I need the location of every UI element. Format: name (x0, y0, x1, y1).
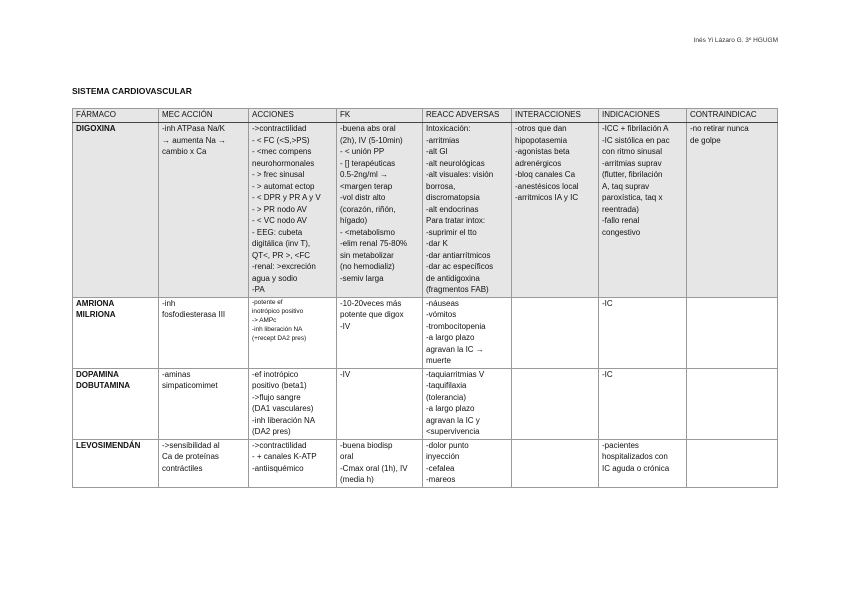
cell-line: inotrópico positivo (252, 307, 304, 315)
cell-line: <supervivencia (426, 427, 480, 436)
cell-line: -dar K (426, 239, 448, 248)
cell-line: de golpe (690, 135, 721, 145)
cell-line: -elim renal 75-80% (340, 239, 408, 248)
cell-line: -taquifilaxia (426, 381, 467, 390)
page-title: SISTEMA CARDIOVASCULAR (72, 86, 192, 96)
cell-line: ->flujo sangre (252, 392, 301, 402)
cell-line: simpaticomimet (162, 381, 218, 390)
drug-name-cell (73, 123, 159, 298)
drug-name-cell (73, 439, 159, 487)
cell-line: Para tratar intox: (426, 216, 486, 225)
cell-line: oral (340, 452, 354, 461)
cell-line: AMRIONA (76, 298, 115, 308)
interactions-cell (512, 297, 599, 368)
cell-line: -alt GI (426, 147, 448, 156)
cell-line: muerte (426, 356, 451, 365)
table-row (73, 368, 778, 439)
cell-line: -cefalea (426, 463, 455, 473)
cell-line: -alt endocrinas (426, 204, 479, 214)
pharmacokinetics-cell (337, 123, 423, 298)
cell-line: congestivo (602, 227, 641, 237)
cell-line: - > frec sinusal (252, 170, 305, 179)
contraindications-cell (687, 368, 778, 439)
cell-line: -inh (162, 298, 176, 308)
cell-line: reentrada) (602, 204, 639, 214)
actions-cell (249, 297, 337, 368)
cell-line: neurohormonales (252, 158, 315, 168)
indications-cell (599, 368, 687, 439)
cell-line: <margen terap (340, 181, 393, 191)
cell-line: Intoxicación: (426, 124, 471, 133)
table-row (73, 439, 778, 487)
cell-line: discromatopsia (426, 193, 480, 202)
cell-line: -dar antiarrítmicos (426, 250, 491, 260)
cell-line: hipopotasemia (515, 135, 568, 145)
cell-line: -ef inotrópico (252, 369, 299, 379)
cell-line: DIGOXINA (76, 124, 116, 133)
interactions-cell (512, 368, 599, 439)
cell-line: hígado) (340, 216, 368, 225)
cell-line: hospitalizados con (602, 452, 668, 461)
cell-line: -vol distr alto (340, 193, 386, 202)
cell-line: → aumenta Na → (162, 135, 227, 145)
column-header: ACCIONES (249, 109, 337, 123)
cell-line: - > automat ectop (252, 181, 315, 191)
cell-line: - < FC (<S,>PS) (252, 135, 310, 145)
cell-line: (no hemodializ) (340, 262, 395, 271)
contraindications-cell (687, 439, 778, 487)
cell-line: A, taq suprav (602, 181, 650, 191)
cell-line: -IV (340, 369, 351, 379)
cell-line: -otros que dan (515, 124, 567, 133)
cell-line: -dolor punto (426, 440, 469, 450)
interactions-cell (512, 123, 599, 298)
cell-line: Ca de proteínas (162, 452, 219, 461)
cell-line: -mareos (426, 475, 456, 484)
cell-line: (corazón, riñón, (340, 204, 396, 214)
cell-line: - < unión PP (340, 147, 385, 156)
pharmacology-table (72, 108, 778, 488)
mechanism-cell (159, 368, 249, 439)
cell-line: -aminas (162, 369, 191, 379)
cell-line: LEVOSIMENDÁN (76, 440, 141, 450)
column-header: MEC ACCIÓN (159, 109, 249, 123)
table-row (73, 297, 778, 368)
cell-line: -IC (602, 298, 613, 308)
adverse-reactions-cell (423, 123, 512, 298)
cell-line: -semiv larga (340, 273, 384, 283)
column-header: INDICACIONES (599, 109, 687, 123)
cell-line: borrosa, (426, 181, 456, 191)
cell-line: adrenérgicos (515, 158, 562, 168)
cell-line: ->contractilidad (252, 124, 307, 133)
cell-line: digitálica (inv T), (252, 239, 311, 248)
adverse-reactions-cell (423, 368, 512, 439)
cell-line: potente que digox (340, 310, 404, 319)
cell-line: agravan la IC y (426, 415, 480, 425)
pharmacokinetics-cell (337, 368, 423, 439)
cell-line: -a largo plazo (426, 404, 475, 413)
cell-line: positivo (beta1) (252, 381, 307, 390)
cell-line: fosfodiesterasa III (162, 310, 226, 319)
column-header: FÁRMACO (73, 109, 159, 123)
cell-line: - <mec compens (252, 147, 312, 156)
actions-cell (249, 123, 337, 298)
cell-line: (2h), IV (5-10min) (340, 135, 403, 145)
cell-line: (flutter, fibrilación (602, 170, 663, 179)
cell-line: inyección (426, 452, 460, 461)
cell-line: -IV (340, 321, 351, 331)
cell-line: -Cmax oral (1h), IV (340, 463, 408, 473)
cell-line: paroxística, taq x (602, 193, 663, 202)
cell-line: -arritmias (426, 135, 460, 145)
actions-cell (249, 439, 337, 487)
cell-line: -alt neurológicas (426, 158, 485, 168)
column-header: REACC ADVERSAS (423, 109, 512, 123)
adverse-reactions-cell (423, 439, 512, 487)
cell-line: 0.5-2ng/ml → (340, 170, 389, 179)
column-header: CONTRAINDICAC (687, 109, 778, 123)
cell-line: -renal: >excreción (252, 262, 316, 271)
mechanism-cell (159, 123, 249, 298)
cell-line: -taquiarritmias V (426, 369, 485, 379)
cell-line: agua y sodio (252, 273, 298, 283)
cell-line: -arritmias suprav (602, 158, 662, 168)
actions-cell (249, 368, 337, 439)
cell-line: (DA1 vasculares) (252, 404, 314, 413)
table-header-row (73, 109, 778, 123)
cell-line: -10-20veces más (340, 298, 402, 308)
drug-name-cell (73, 297, 159, 368)
cell-line: -inh liberación NA (252, 415, 316, 425)
contraindications-cell (687, 123, 778, 298)
cell-line: sin metabolizar (340, 250, 394, 260)
drug-name-cell (73, 368, 159, 439)
cell-line: -suprimir el tto (426, 227, 477, 237)
cell-line: agravan la IC → (426, 344, 484, 354)
cell-line: (+recept DA2 pres) (252, 334, 307, 342)
cell-line: MILRIONA (76, 310, 116, 319)
column-header: FK (337, 109, 423, 123)
cell-line: -buena abs oral (340, 124, 396, 133)
pharmacokinetics-cell (337, 297, 423, 368)
cell-line: QT<, PR >, <FC (252, 250, 311, 260)
cell-line: -no retirar nunca (690, 124, 749, 133)
cell-line: -inh liberación NA (252, 325, 303, 333)
table-row (73, 123, 778, 298)
pharmacokinetics-cell (337, 439, 423, 487)
cell-line: contráctiles (162, 463, 203, 473)
cell-line: - EEG: cubeta (252, 227, 303, 237)
cell-line: -inh ATPasa Na/K (162, 124, 225, 133)
cell-line: -náuseas (426, 298, 459, 308)
mechanism-cell (159, 297, 249, 368)
cell-line: DOBUTAMINA (76, 381, 131, 390)
cell-line: -bloq canales Ca (515, 170, 576, 179)
cell-line: -> AMPc (252, 316, 277, 324)
interactions-cell (512, 439, 599, 487)
cell-line: DOPAMINA (76, 369, 119, 379)
cell-line: -anestésicos local (515, 181, 579, 191)
cell-line: - + canales K-ATP (252, 452, 317, 461)
indications-cell (599, 123, 687, 298)
cell-line: -dar ac específicos (426, 262, 494, 271)
cell-line: -buena biodisp (340, 440, 393, 450)
cell-line: (tolerancia) (426, 392, 467, 402)
cell-line: ->sensibilidad al (162, 440, 220, 450)
cell-line: -antiisquémico (252, 463, 304, 473)
adverse-reactions-cell (423, 297, 512, 368)
cell-line: -vómitos (426, 310, 457, 319)
cell-line: de antidigoxina (426, 273, 480, 283)
cell-line: -fallo renal (602, 216, 640, 225)
cell-line: - < VC nodo AV (252, 216, 307, 225)
cell-line: - <metabolismo (340, 227, 395, 237)
cell-line: -alt visuales: visión (426, 170, 494, 179)
cell-line: (DA2 pres) (252, 427, 291, 436)
cell-line: (media h) (340, 475, 374, 484)
author-note: Inés Yi Lázaro G. 3º HGUGM (693, 37, 778, 44)
mechanism-cell (159, 439, 249, 487)
cell-line: -pacientes (602, 440, 639, 450)
cell-line: ->contractilidad (252, 440, 307, 450)
contraindications-cell (687, 297, 778, 368)
cell-line: IC aguda o crónica (602, 463, 670, 473)
cell-line: -ICC + fibrilación A (602, 124, 669, 133)
cell-line: -potente ef (252, 298, 283, 306)
cell-line: -a largo plazo (426, 333, 475, 342)
cell-line: - [] terapéuticas (340, 158, 396, 168)
cell-line: -trombocitopenia (426, 321, 486, 331)
cell-line: -arritmicos IA y IC (515, 193, 579, 202)
cell-line: -PA (252, 285, 265, 294)
cell-line: - > PR nodo AV (252, 204, 307, 214)
cell-line: -agonistas beta (515, 147, 570, 156)
indications-cell (599, 439, 687, 487)
cell-line: con ritmo sinusal (602, 147, 663, 156)
indications-cell (599, 297, 687, 368)
cell-line: -IC (602, 369, 613, 379)
cell-line: - < DPR y PR A y V (252, 193, 321, 202)
column-header: INTERACCIONES (512, 109, 599, 123)
cell-line: -IC sistólica en pac (602, 135, 670, 145)
cell-line: (fragmentos FAB) (426, 285, 489, 294)
cell-line: cambio x Ca (162, 147, 207, 156)
